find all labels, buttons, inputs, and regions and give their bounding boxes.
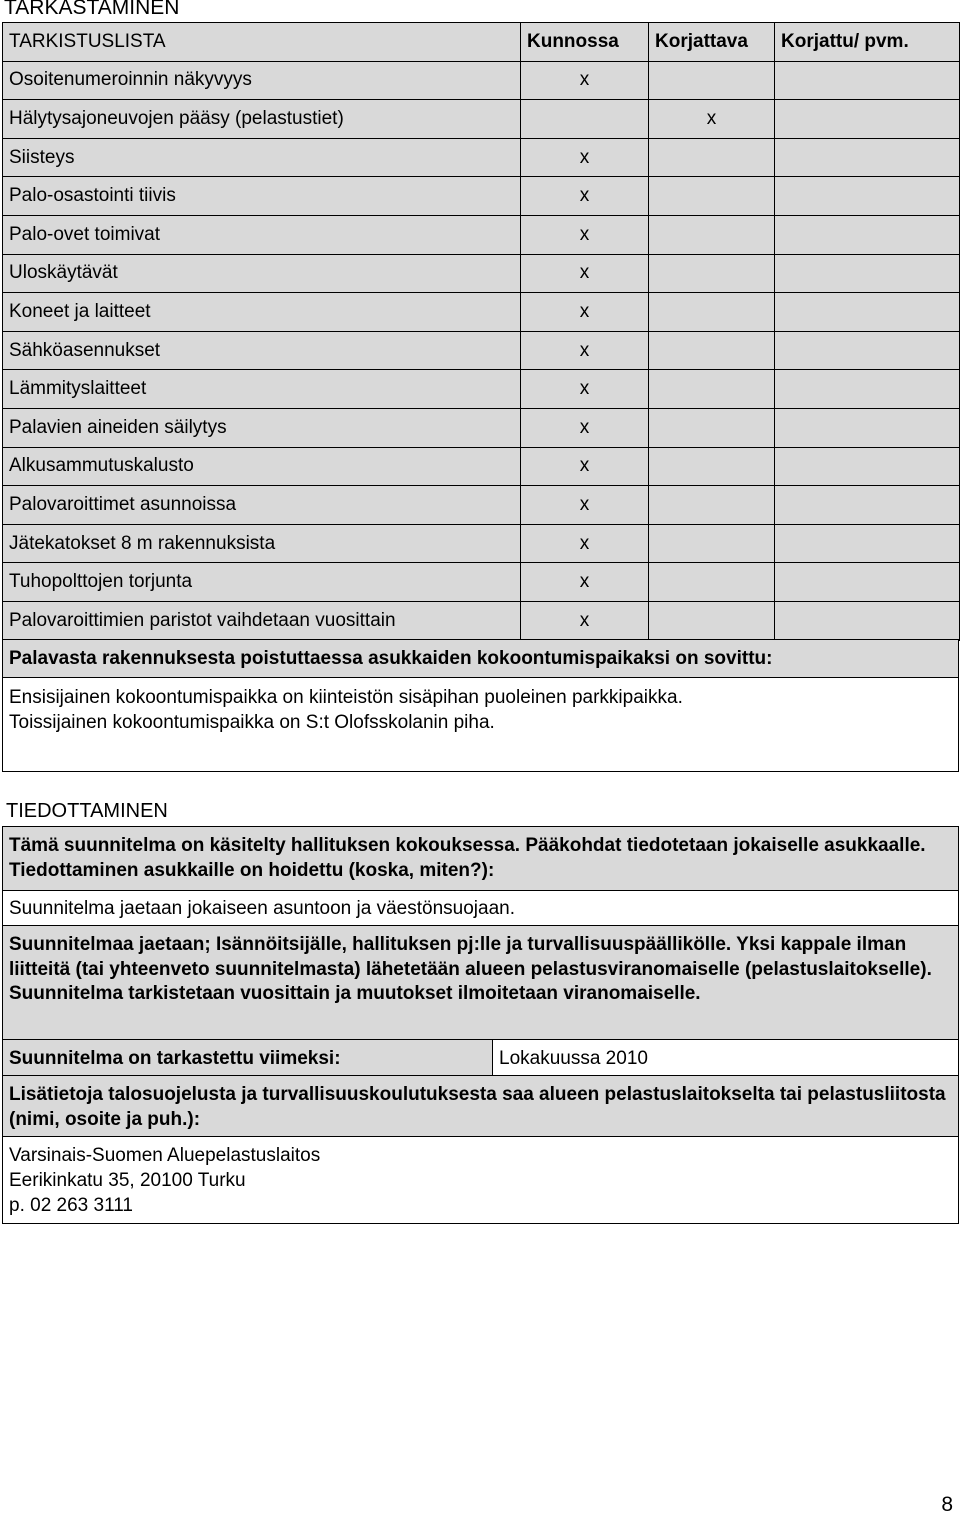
checklist-header-row — [3, 23, 960, 62]
mark-korjattu — [775, 61, 960, 100]
checklist-item-label: Palo-ovet toimivat — [3, 215, 521, 254]
checklist-item-label: Palovaroittimien paristot vaihdetaan vuosittain — [3, 601, 521, 640]
checklist-row — [3, 138, 960, 177]
section-heading-tarkastaminen: TARKASTAMINEN — [4, 0, 180, 19]
checklist-item-label: Hälytysajoneuvojen pääsy (pelastustiet) — [3, 100, 521, 139]
inspected-label: Suunnitelma on tarkastettu viimeksi: — [3, 1040, 493, 1075]
checklist-title: TARKISTUSLISTA — [3, 23, 521, 62]
inspected-row — [2, 1039, 959, 1076]
checklist-row — [3, 100, 960, 139]
contact-phone: p. 02 263 3111 — [9, 1195, 133, 1216]
mark-korjattu — [775, 100, 960, 139]
mark-korjattu — [775, 138, 960, 177]
assembly-heading: Palavasta rakennuksesta poistuttaessa asukkaiden kokoontumispaikaksi on sovittu: — [2, 639, 959, 678]
column-header-kunnossa: Kunnossa — [521, 23, 649, 62]
checklist-row — [3, 254, 960, 293]
mark-korjattava — [649, 138, 775, 177]
checklist-row — [3, 61, 960, 100]
contact-details — [2, 1136, 959, 1224]
mark-korjattava — [649, 524, 775, 563]
checklist-item-label: Uloskäytävät — [3, 254, 521, 293]
mark-korjattu — [775, 254, 960, 293]
section-heading-tiedottaminen: TIEDOTTAMINEN — [6, 800, 168, 822]
checklist-row — [3, 293, 960, 332]
informing-intro: Tämä suunnitelma on käsitelty hallituksen kokouksessa. Pääkohdat tiedotetaan jokaiselle asukkaalle. Tiedottaminen asukkaille on hoidettu (koska, miten?): — [2, 826, 959, 891]
mark-korjattu — [775, 447, 960, 486]
mark-korjattu — [775, 524, 960, 563]
mark-kunnossa: x — [521, 447, 649, 486]
assembly-secondary: Toissijainen kokoontumispaikka on S:t Olofsskolanin piha. — [9, 712, 495, 733]
mark-korjattava — [649, 447, 775, 486]
mark-kunnossa: x — [521, 524, 649, 563]
distribution-answer: Suunnitelma jaetaan jokaiseen asuntoon ja väestönsuojaan. — [2, 890, 959, 926]
checklist-row — [3, 408, 960, 447]
column-header-korjattu: Korjattu/ pvm. — [775, 23, 960, 62]
mark-korjattu — [775, 563, 960, 602]
mark-kunnossa: x — [521, 370, 649, 409]
checklist-row — [3, 486, 960, 525]
mark-korjattava — [649, 563, 775, 602]
mark-korjattava — [649, 370, 775, 409]
mark-korjattu — [775, 601, 960, 640]
mark-korjattava — [649, 486, 775, 525]
contact-question: Lisätietoja talosuojelusta ja turvallisuuskoulutuksesta saa alueen pelastuslaitokselta tai pelastusliitosta (nimi, osoite ja puh.): — [2, 1075, 959, 1137]
mark-korjattu — [775, 177, 960, 216]
checklist-row — [3, 601, 960, 640]
checklist-item-label: Koneet ja laitteet — [3, 293, 521, 332]
mark-kunnossa: x — [521, 486, 649, 525]
mark-kunnossa: x — [521, 138, 649, 177]
mark-kunnossa: x — [521, 408, 649, 447]
checklist-item-label: Palovaroittimet asunnoissa — [3, 486, 521, 525]
mark-korjattava — [649, 177, 775, 216]
mark-kunnossa: x — [521, 177, 649, 216]
mark-korjattu — [775, 215, 960, 254]
checklist-item-label: Palavien aineiden säilytys — [3, 408, 521, 447]
checklist-row — [3, 563, 960, 602]
contact-address: Eerikinkatu 35, 20100 Turku — [9, 1170, 246, 1191]
checklist-item-label: Sähköasennukset — [3, 331, 521, 370]
mark-korjattu — [775, 486, 960, 525]
page-number: 8 — [941, 1493, 953, 1516]
mark-korjattu — [775, 408, 960, 447]
mark-kunnossa: x — [521, 331, 649, 370]
mark-kunnossa: x — [521, 61, 649, 100]
mark-kunnossa: x — [521, 563, 649, 602]
mark-korjattu — [775, 370, 960, 409]
mark-korjattava — [649, 293, 775, 332]
checklist-item-label: Tuhopolttojen torjunta — [3, 563, 521, 602]
assembly-primary: Ensisijainen kokoontumispaikka on kiinteistön sisäpihan puoleinen parkkipaikka. — [9, 687, 683, 708]
mark-korjattava — [649, 601, 775, 640]
mark-korjattava — [649, 254, 775, 293]
mark-korjattu — [775, 293, 960, 332]
mark-kunnossa: x — [521, 293, 649, 332]
checklist-row — [3, 524, 960, 563]
mark-korjattava — [649, 61, 775, 100]
checklist-item-label: Osoitenumeroinnin näkyvyys — [3, 61, 521, 100]
checklist-item-label: Siisteys — [3, 138, 521, 177]
mark-korjattava — [649, 215, 775, 254]
checklist-item-label: Lämmityslaitteet — [3, 370, 521, 409]
mark-korjattava — [649, 331, 775, 370]
checklist-row — [3, 177, 960, 216]
assembly-details — [2, 677, 959, 772]
checklist-row — [3, 447, 960, 486]
checklist-row — [3, 331, 960, 370]
checklist-item-label: Jätekatokset 8 m rakennuksista — [3, 524, 521, 563]
mark-kunnossa: x — [521, 254, 649, 293]
mark-korjattu — [775, 331, 960, 370]
checklist-row — [3, 370, 960, 409]
checklist-row — [3, 215, 960, 254]
inspected-value: Lokakuussa 2010 — [499, 1048, 648, 1069]
contact-name: Varsinais-Suomen Aluepelastuslaitos — [9, 1145, 321, 1166]
mark-kunnossa: x — [521, 601, 649, 640]
checklist-table — [2, 22, 960, 641]
checklist-item-label: Palo-osastointi tiivis — [3, 177, 521, 216]
distribution-info: Suunnitelmaa jaetaan; Isännöitsijälle, hallituksen pj:lle ja turvallisuuspäällikölle. Yksi kappale ilman liitteitä (tai yhteenveto suunnitelmasta) lähetetään alueen pelastusviranomaiselle (pelastuslaitokselle). Suunnitelma tarkistetaan vuosittain ja muutokset ilmoitetaan viranomaiselle. — [2, 925, 959, 1040]
mark-kunnossa — [521, 100, 649, 139]
column-header-korjattava: Korjattava — [649, 23, 775, 62]
checklist-item-label: Alkusammutuskalusto — [3, 447, 521, 486]
mark-korjattava — [649, 408, 775, 447]
mark-kunnossa: x — [521, 215, 649, 254]
mark-korjattava: x — [649, 100, 775, 139]
